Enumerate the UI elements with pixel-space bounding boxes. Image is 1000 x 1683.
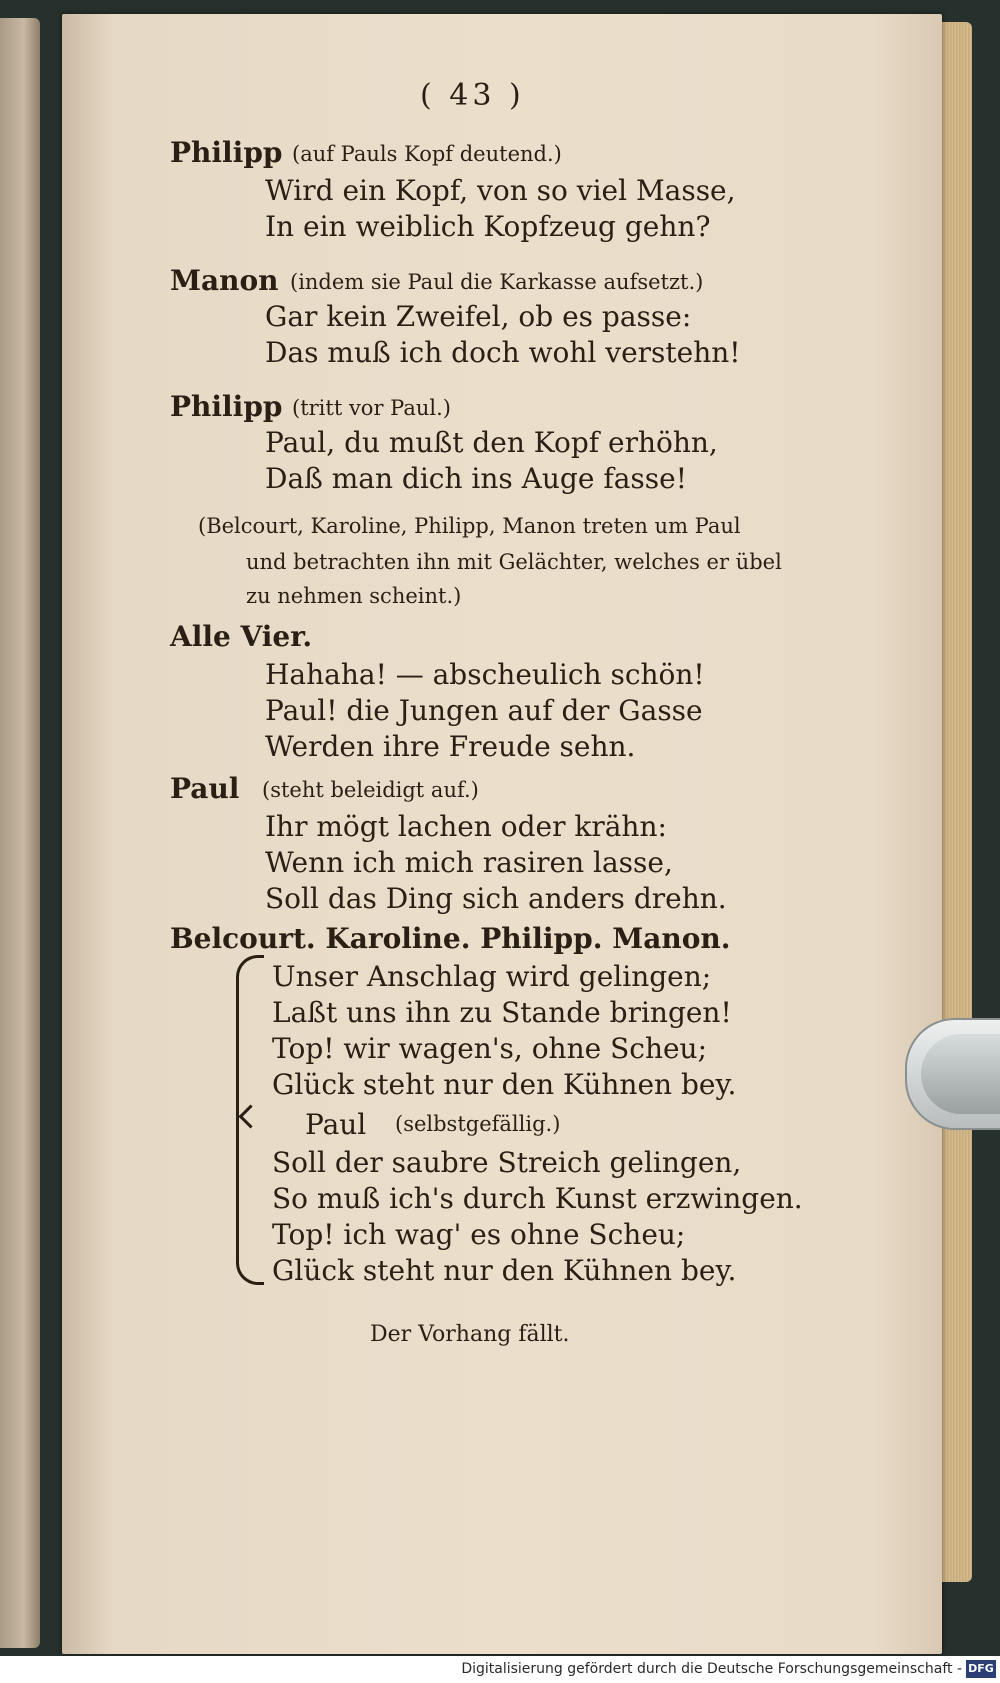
stage-direction: (Belcourt, Karoline, Philipp, Manon treten um Paul	[198, 514, 741, 538]
stage-direction: (steht beleidigt auf.)	[262, 778, 479, 802]
stage-direction: (auf Pauls Kopf deutend.)	[292, 142, 562, 166]
verse-line: Soll der saubre Streich gelingen,	[272, 1146, 742, 1179]
stage-direction: und betrachten ihn mit Gelächter, welches er übel	[246, 550, 782, 574]
speaker-paul: Paul	[170, 772, 240, 805]
verse-line: So muß ich's durch Kunst erzwingen.	[272, 1182, 803, 1215]
stage-direction: (tritt vor Paul.)	[292, 396, 451, 420]
dfg-logo: DFG	[966, 1660, 996, 1678]
verse-line: Unser Anschlag wird gelingen;	[272, 960, 712, 993]
verse-line: Das muß ich doch wohl verstehn!	[265, 336, 741, 369]
verse-line: Hahaha! — abscheulich schön!	[265, 658, 705, 691]
page-stack-edge	[942, 22, 972, 1582]
verse-line: In ein weiblich Kopfzeug gehn?	[265, 210, 711, 243]
stage-direction: (selbstgefällig.)	[395, 1112, 561, 1136]
verse-line: Wenn ich mich rasiren lasse,	[265, 846, 673, 879]
verse-line: Top! ich wag' es ohne Scheu;	[272, 1218, 686, 1251]
verse-line: Werden ihre Freude sehn.	[265, 730, 636, 763]
stage-direction: zu nehmen scheint.)	[246, 584, 462, 608]
verse-line: Laßt uns ihn zu Stande bringen!	[272, 996, 732, 1029]
verse-line: Paul! die Jungen auf der Gasse	[265, 694, 703, 727]
closing-line: Der Vorhang fällt.	[370, 1322, 570, 1347]
verse-line: Glück steht nur den Kühnen bey.	[272, 1254, 737, 1287]
verse-line: Glück steht nur den Kühnen bey.	[272, 1068, 737, 1101]
verse-line: Wird ein Kopf, von so viel Masse,	[265, 174, 736, 207]
speaker-alle-vier: Alle Vier.	[170, 620, 313, 653]
verse-line: Paul, du mußt den Kopf erhöhn,	[265, 426, 718, 459]
speaker-paul: Paul	[305, 1108, 367, 1141]
verse-line: Top! wir wagen's, ohne Scheu;	[272, 1032, 708, 1065]
speaker-ensemble: Belcourt. Karoline. Philipp. Manon.	[170, 922, 731, 955]
footer-credit: Digitalisierung gefördert durch die Deutsche Forschungsgemeinschaft -	[461, 1661, 962, 1677]
previous-page-edge	[0, 18, 40, 1648]
verse-line: Daß man dich ins Auge fasse!	[265, 462, 687, 495]
verse-line: Soll das Ding sich anders drehn.	[265, 882, 727, 915]
speaker-philipp: Philipp	[170, 390, 283, 423]
speaker-manon: Manon	[170, 264, 279, 297]
stage-direction: (indem sie Paul die Karkasse aufsetzt.)	[290, 270, 704, 294]
speaker-philipp: Philipp	[170, 136, 283, 169]
page-number: ( 43 )	[420, 78, 525, 113]
verse-line: Gar kein Zweifel, ob es passe:	[265, 300, 692, 333]
footer-bar	[0, 1656, 1000, 1683]
verse-line: Ihr mögt lachen oder krähn:	[265, 810, 667, 843]
page-turn-tab[interactable]	[905, 1018, 1000, 1130]
